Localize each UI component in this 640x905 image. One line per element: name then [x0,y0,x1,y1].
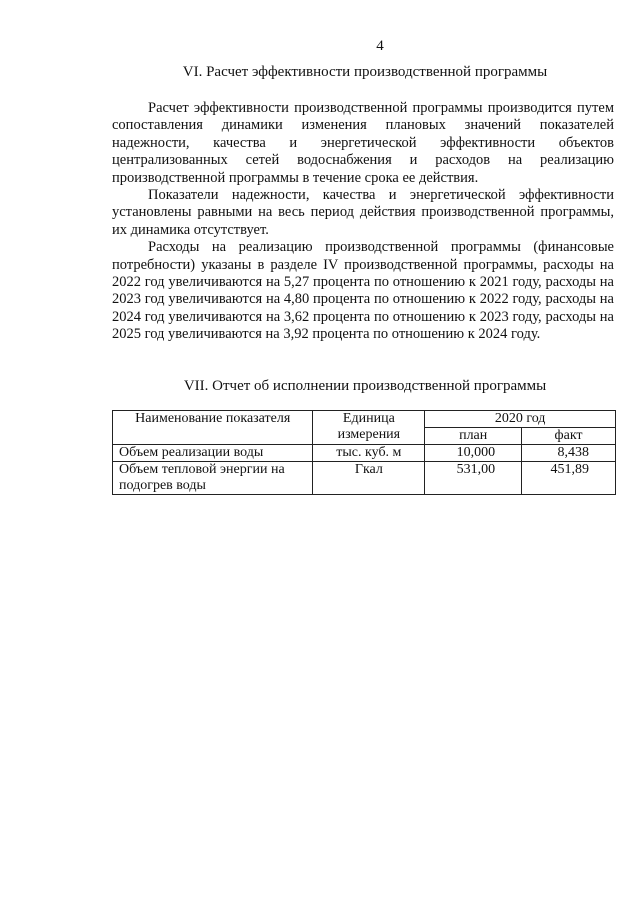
table-header-row [113,411,616,428]
row-fact-value: 451,89 [522,462,616,495]
section-6-body [112,100,614,344]
table-row [113,462,616,495]
row-indicator: Объем тепловой энергии на подогрев воды [113,462,313,495]
row-fact-value: 8,438 [522,445,616,462]
page-number: 4 [376,38,384,54]
row-plan-value: 10,000 [425,445,522,462]
header-plan: план [425,428,522,445]
section-7-heading: VII. Отчет об исполнении производственной программы [183,378,547,394]
header-unit: Единица измерения [313,411,425,445]
header-indicator: Наименование показателя [113,411,313,445]
section-6-heading: VI. Расчет эффективности производственной программы [182,64,548,80]
header-fact: факт [522,428,616,445]
row-unit: тыс. куб. м [313,445,425,462]
paragraph-efficiency-calculation: Расчет эффективности производственной программы производится путем сопоставления динамики изменения плановых значений показателей надежности, качества и энергетической эффективности объектов централизованных сетей водоснабжения и расходов на реализацию производственной программы в течение срока ее действия. [112,100,614,186]
report-table [112,410,616,495]
paragraph-indicators: Показатели надежности, качества и энергетической эффективности установлены равными на весь период действия производственной программы, их динамика отсутствует. [112,187,614,238]
row-plan-value: 531,00 [425,462,522,495]
row-indicator: Объем реализации воды [113,445,313,462]
header-year: 2020 год [425,411,616,428]
row-unit: Гкал [313,462,425,495]
paragraph-expenses: Расходы на реализацию производственной программы (финансовые потребности) указаны в разделе IV производственной программы, расходы на 2022 год увеличиваются на 5,27 процента по отношению к 2021 году, расходы на 2023 год увеличиваются на 4,80 процента по отношению к 2022 году, расходы на 2024 год увеличиваются на 3,62 процента по отношению к 2023 году, расходы на 2025 год увеличиваются на 3,92 процента по отношению к 2024 году. [112,239,614,343]
table-row [113,445,616,462]
